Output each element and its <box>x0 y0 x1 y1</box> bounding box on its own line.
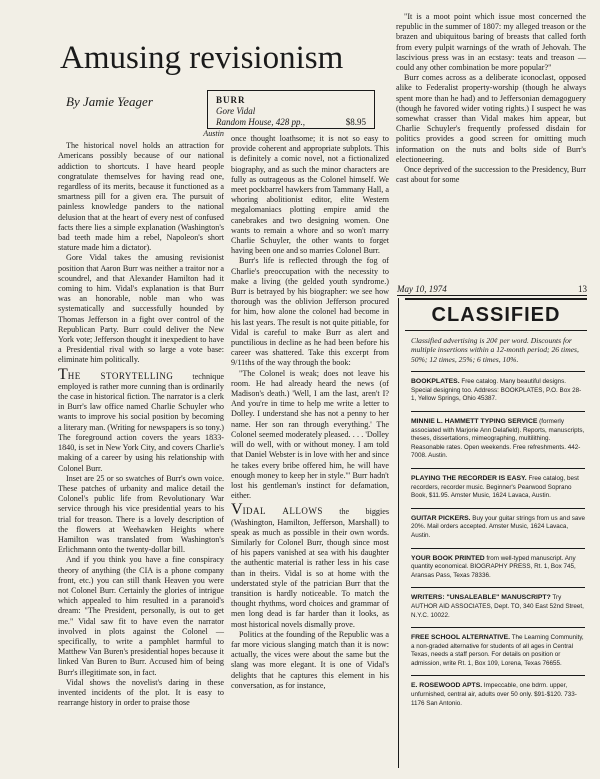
book-publisher-line <box>216 117 366 128</box>
ad-heading: MINNIE L. HAMMETT TYPING SERVICE <box>411 418 538 425</box>
classified-ad <box>411 627 585 668</box>
classified-ad <box>411 508 585 541</box>
drop-cap: T <box>58 365 68 383</box>
paragraph: Inset are 25 or so swatches of Burr's own voice. These patches of urbanity and malice detail the Colonel's public life from Revolutionary War service through his vice presidential years to his trial for treason. There is a lovely description of the flowers at Weehawken Heights where Hamilton was translated from Washington's Erlichmann onto the twenty-dollar bill. <box>58 473 224 555</box>
dateline: Austin <box>203 129 224 138</box>
ad-heading: YOUR BOOK PRINTED <box>411 554 485 562</box>
article-column-1 <box>58 129 224 708</box>
quote-paragraph: "The Colonel is weak; does not leave his room. He had already heard the news (of Madison's death.) 'Well, I am the last, aren't I? And you're in time to help me write a letter to Dolley. I understand she has not a penny to her name. Her son ran through everything.' The Colonel seemed moderately pleased. . . . 'Dolley will do well, with or without money. I am told that Daniel Webster is in love with her and since he takes every bribe offered him, he will have enough money to keep her in style.'" Burr hadn't lost his gentleman's instinct for defamation, either. <box>231 368 389 501</box>
classified-rates: Classified advertising is 20¢ per word. Discounts for multiple insertions within a 12-month period; 26 times, 50%; 12 times, 25%; 6 times, 10%. <box>411 336 579 364</box>
classified-ad <box>411 675 585 708</box>
book-price: $8.95 <box>345 117 366 127</box>
ad-heading: E. ROSEWOOD APTS. <box>411 682 483 690</box>
ad-text: Free catalog. Many beautiful designs. Special designing too. Address: BOOKPLATES, P.O. Box 28-1, Yellow Springs, Ohio 45387. <box>411 378 582 403</box>
page-number: 13 <box>578 284 587 294</box>
paragraph-text: technique employed is rather more cunning than is ordinarily the case in historical fiction. The narrator is a clerk in Burr's law office named Charlie Schuyler who wants to improve his social position by becoming a literary man. (Writing for newspapers is so tony.) The foreground action covers the years 1833-1840, is set in New York City, and covers Charlie's making of a career by using his relationship with Colonel Burr. <box>58 371 224 473</box>
ad-text: Try AUTHOR AID ASSOCIATES, Dept. TO, 340 East 52nd Street, N.Y.C. 10022. <box>411 594 584 619</box>
article-column-3 <box>396 12 586 185</box>
classified-section <box>398 298 587 768</box>
ad-text: Impeccable, one bdrm. upper, unfurnished, central air, adults over 50 only. $91-$120. 733-1176 San Antonio. <box>411 682 577 707</box>
page-footer <box>397 284 587 296</box>
paragraph: Burr comes across as a deliberate iconoclast, opposed alike to Federalist property-worship (though he always spent more than he had) and to Jeffersonian demagoguery (though he favored wider voting rights.) I suspect he was somewhat crasser than Vidal makes him appear, but Charlie Schuyler's frequently professed disdain for politics provides a good screen for omitting much information on the nuts and bolts side of Burr's electioneering. <box>396 73 586 164</box>
drop-cap: V <box>231 501 243 519</box>
ad-text: from well-typed manuscript. Any quantity economical. BIOGRAPHY PRESS, Rt. 1, Box 745, Aransas Pass, Texas 78336. <box>411 554 576 579</box>
paragraph-text: the biggies (Washington, Hamilton, Jefferson, Marshall) to speak as much as possible in their own words. Similarly for Colonel Burr, though since most of his papers vanished at sea with his daughter the authentic material is rather less in his case than in theirs. Vidal is so at home with the understated style of the patrician Burr that the transition is hardly noticeable. To match the thought rhythms, word choices and grammar of men long dead is far harder than it looks, as most historical novels dismally prove. <box>231 507 389 629</box>
paragraph: Once deprived of the succession to the Presidency, Burr cast about for some <box>396 165 586 185</box>
ad-text: (formerly associated with Marjorie Ann Delafield). Reports, manuscripts, theses, dissertations, mimeographing, multilithing. Reasonable rates. Open weekends. Free refreshments. 442-7008. Austin. <box>411 418 585 460</box>
classified-ad <box>411 468 585 501</box>
paragraph: once thought loathsome; it is not so easy to provide coherent and appropriate subplots. This is definitely a comic novel, not a fictionalized biography, and as such the minor characters are fully as outrageous as the Colonel himself. We meet pockbarrel hawkers from Tammany Hall, a whoring abolitionist editor, elite Western megalomaniacs plotting empire amid the canebrakes and two designing women. One wants to remain a whore and so won't marry Charlie Schuyler, the other wants to forget having been one and so marries Colonel Burr. <box>231 134 389 256</box>
section-lead: HE STORYTELLING <box>67 370 174 381</box>
article-column-2 <box>231 134 389 691</box>
paragraph: Vidal shows the novelist's daring in these invented incidents of the plot. It is easy to rearrange history in order to praise those <box>58 677 224 708</box>
ad-heading: BOOKPLATES. <box>411 378 460 386</box>
ad-heading: GUITAR PICKERS. <box>411 514 471 522</box>
paragraph: Gore Vidal takes the amusing revisionist position that Aaron Burr was neither a traitor nor a scoundrel, and that Alexander Hamilton had it coming to him. Vidal's explanation is that Burr was an honorable, noble man who was systematically and successfully hounded by Thomas Jefferson in a fight over control of the Republican Party. Burr could deliver the New York vote; Jefferson thought it inexpedient to have a Presidential rival with so large a vote base: eliminate him politically. <box>58 253 224 365</box>
paragraph: Burr's life is reflected through the fog of Charlie's preoccupation with the necessity to make a living (the gelded youth syndrome.) Burr is betrayed by his biographer: we see how thorough was the oblivion Jefferson procured for him, how alone the colonel had become in his last years. The result is not quite pitiable, for Vidal is careful to make Burr as alert and punctilious in decline as he had been before his career was shattered. Take this excerpt from 9/11ths of the way through the book: <box>231 256 389 368</box>
classified-title: CLASSIFIED <box>405 298 587 331</box>
ad-text: The Learning Community, a non-graded alternative for students of all ages in Central Texas, needs a staff person. For details on position or admission, write Rt. 1, Box 109, Lorena, Texas 76655. <box>411 634 584 667</box>
section-lead: IDAL ALLOWS <box>242 506 323 517</box>
classified-ad <box>411 371 585 404</box>
classified-ad <box>411 587 585 620</box>
book-author: Gore Vidal <box>216 106 256 116</box>
classified-ad <box>411 548 585 581</box>
section-opener <box>231 501 389 629</box>
classified-ad <box>411 411 585 461</box>
article-headline: Amusing revisionism <box>60 40 344 76</box>
book-title: BURR <box>216 95 246 105</box>
paragraph: Politics at the founding of the Republic was a far more vicious slanging match than it is now: actually, the vices were about the same but the slang was more elegant. It is one of Vidal's delights that he captures this element in his conversation, as for instance, <box>231 629 389 690</box>
paragraph: The historical novel holds an attraction for Americans possibly because of our national addiction to shortcuts. I have heard people congratulate themselves for having read one, regardless of its merits, because it functioned as a smartness pill for a given era. The pursuit of painless knowledge panders to the national delusion that at the heart of every nest of confused facts there lies a simple explanation (Washington's bad teeth made him a rebel, Napoleon's short stature made him a dictator). <box>58 141 224 253</box>
ad-heading: WRITERS: "UNSALEABLE" MANUSCRIPT? <box>411 594 551 602</box>
issue-date: May 10, 1974 <box>397 284 447 294</box>
ad-text: Buy your guitar strings from us and save 20%. Mail orders accepted. Amster Music, 1624 Lavaca, Austin. <box>411 514 585 539</box>
paragraph: And if you think you have a fine conspiracy theory of anything (the CIA is a phone company front, etc.) you can still thank Heaven you were not Colonel Burr. Certainly the glories of intrigue which appealed to him resulted in a paranoid's dream: "The President, personally, is out to get me." Vidal saw fit to have even the narrator involved in plots against the Colonel — specifically, to write a pamphlet harmful to Matthew Van Buren's presidential hopes because it linked Van Buren to Burr. Accused him of being Burr's illegitimate son, in fact. <box>58 555 224 677</box>
book-publisher: Random House, 428 pp., <box>216 117 305 127</box>
book-info-box <box>207 90 375 129</box>
quote-paragraph: "It is a moot point which issue most concerned the republic in the summer of 1807: my alleged treason or the brazen and ubiquitous baring of breasts that called forth from every pulpit warnings of the wrath of Jehovah. The lascivious press was in an ecstasy: teats and treason — could any other combination be more popular?" <box>396 12 586 73</box>
ad-heading: FREE SCHOOL ALTERNATIVE. <box>411 634 511 642</box>
section-opener <box>58 365 224 474</box>
ad-heading: PLAYING THE RECORDER IS EASY. <box>411 474 527 482</box>
byline: By Jamie Yeager <box>66 94 153 109</box>
ad-text: Free catalog, best recorders, recorder music. Beginner's Pearwood Soprano Book, $11.95. Amster Music, 1624 Lavaca, Austin. <box>411 474 579 500</box>
